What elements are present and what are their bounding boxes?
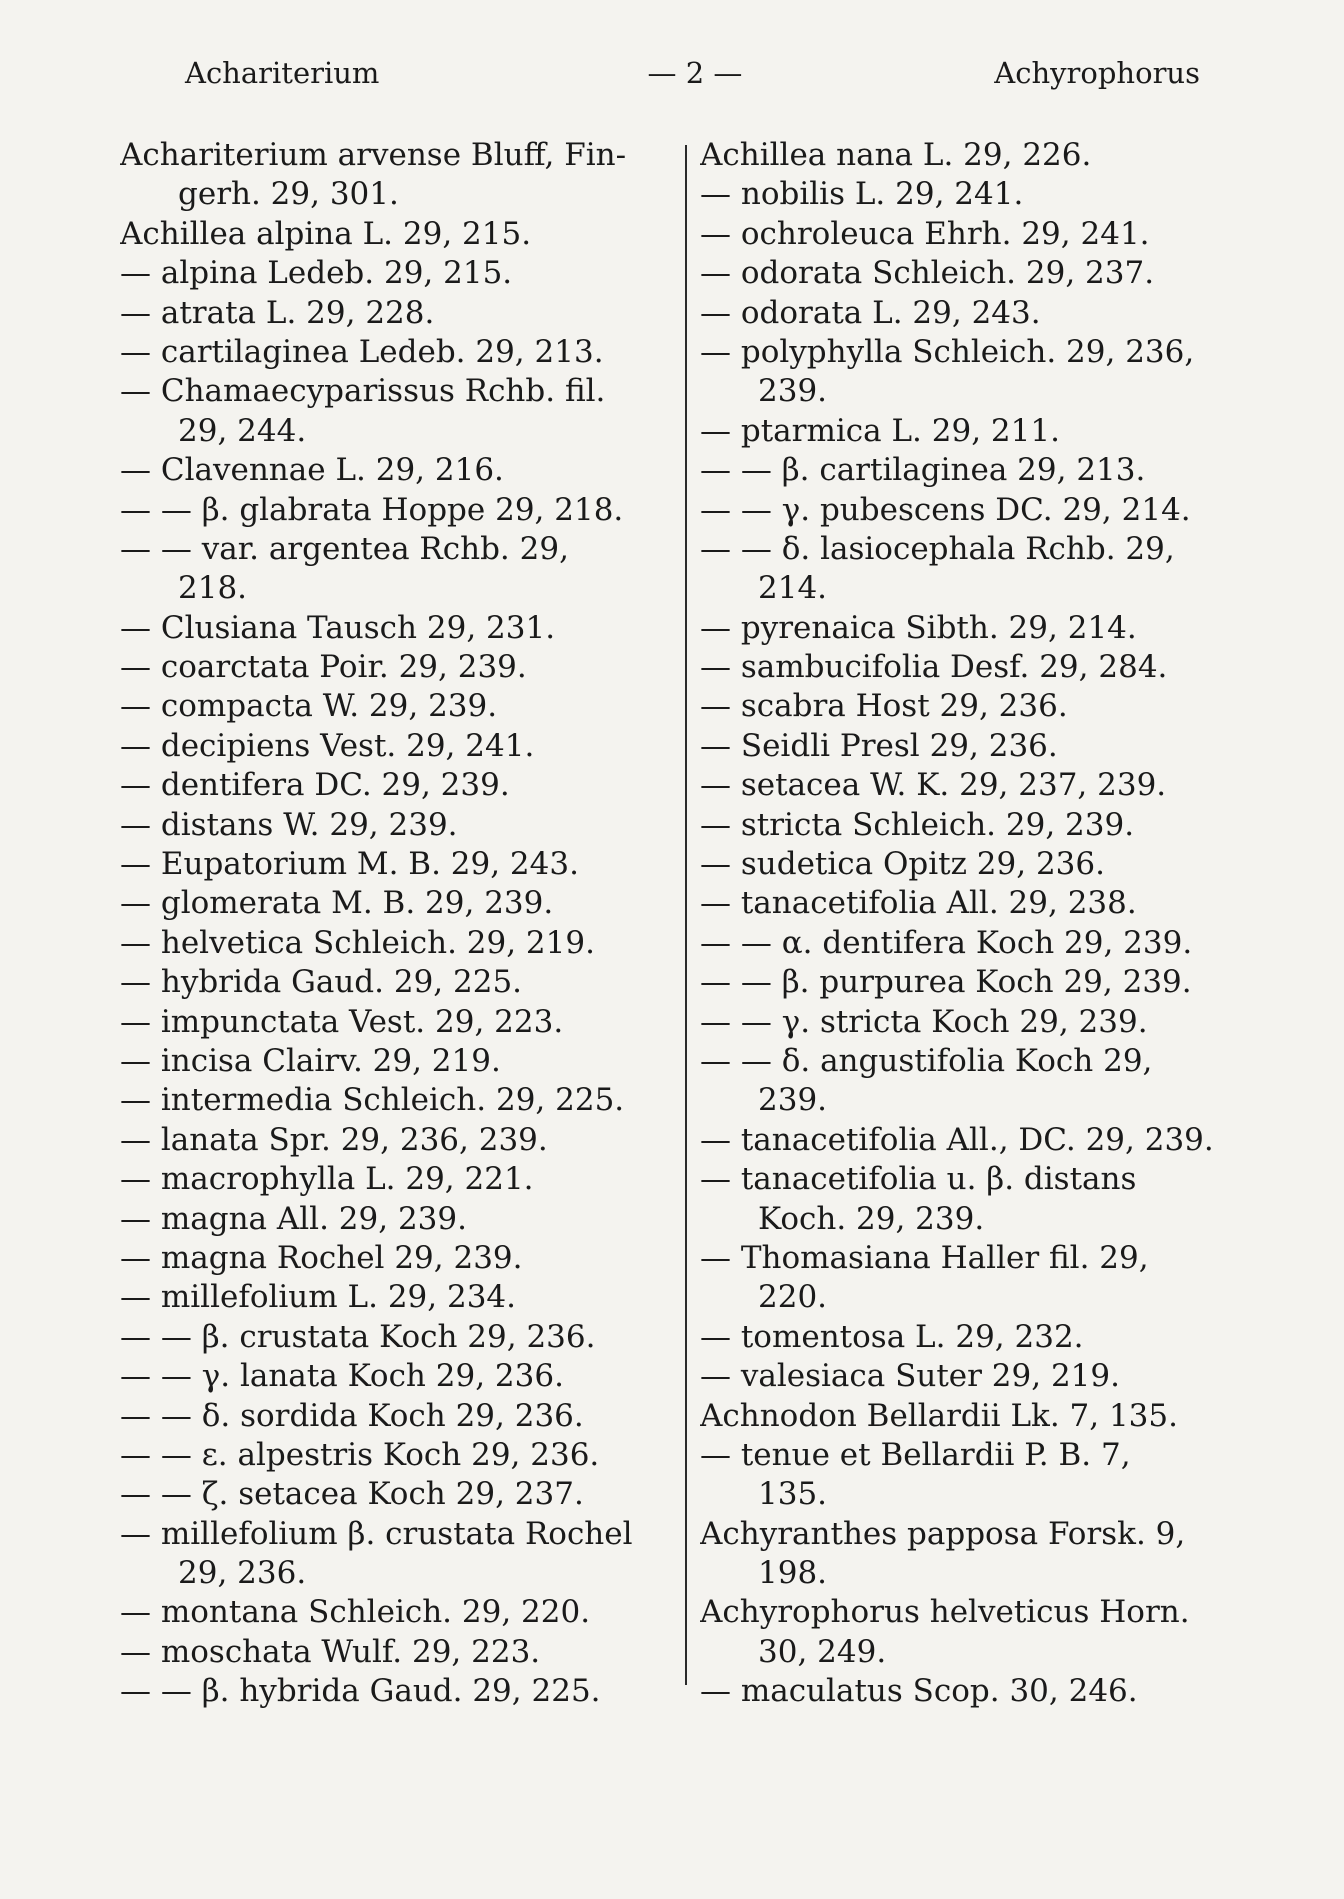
index-entry: — — γ. pubescens DC. 29, 214.: [700, 491, 1191, 528]
column-divider: [685, 145, 687, 1685]
index-entry: — alpina Ledeb. 29, 215.: [120, 255, 513, 292]
index-entry: — — δ. sordida Koch 29, 236.: [120, 1397, 584, 1434]
index-entry: — maculatus Scop. 30, 246.: [700, 1673, 1138, 1710]
index-entry: — compacta W. 29, 239.: [120, 688, 498, 725]
index-entry: — magna All. 29, 239.: [120, 1200, 467, 1237]
index-entry: — tenue et Bellardii P. B. 7,: [700, 1436, 1131, 1473]
index-entry: — — γ. lanata Koch 29, 236.: [120, 1358, 564, 1395]
index-entry: — odorata Schleich. 29, 237.: [700, 255, 1155, 292]
running-head: [185, 56, 1200, 100]
index-entry: — Clusiana Tausch 29, 231.: [120, 609, 556, 646]
index-entry: — millefolium β. crustata Rochel: [120, 1515, 633, 1552]
index-entry-continuation: 220.: [758, 1279, 828, 1316]
index-entry: — lanata Spr. 29, 236, 239.: [120, 1121, 548, 1158]
index-entry: — dentifera DC. 29, 239.: [120, 767, 510, 804]
index-entry: — Thomasiana Haller fil. 29,: [700, 1239, 1149, 1276]
index-entry: — coarctata Poir. 29, 239.: [120, 649, 527, 686]
running-head-right: Achyrophorus: [994, 56, 1200, 90]
index-entry: — scabra Host 29, 236.: [700, 688, 1068, 725]
index-entry: — hybrida Gaud. 29, 225.: [120, 964, 523, 1001]
index-entry-continuation: Koch. 29, 239.: [758, 1200, 985, 1237]
index-entry: — — δ. lasiocephala Rchb. 29,: [700, 530, 1175, 567]
index-entry: — — β. hybrida Gaud. 29, 225.: [120, 1673, 601, 1710]
index-entry-continuation: 29, 236.: [178, 1555, 307, 1592]
index-entry: — montana Schleich. 29, 220.: [120, 1594, 591, 1631]
index-column-right: [700, 136, 1280, 1712]
index-entry: — Clavennae L. 29, 216.: [120, 452, 504, 489]
index-entry: Achariterium arvense Bluff, Fin-: [120, 137, 627, 173]
index-entry: — intermedia Schleich. 29, 225.: [120, 1082, 625, 1119]
index-entry: — moschata Wulf. 29, 223.: [120, 1633, 541, 1670]
index-entry: — sudetica Opitz 29, 236.: [700, 846, 1105, 883]
index-entry-continuation: 214.: [758, 570, 828, 607]
index-entry: — Seidli Presl 29, 236.: [700, 727, 1058, 764]
index-entry: — incisa Clairv. 29, 219.: [120, 1042, 501, 1079]
running-head-left: Achariterium: [185, 56, 380, 90]
index-entry: — tanacetifolia u. β. distans: [700, 1161, 1137, 1198]
index-entry: — — γ. stricta Koch 29, 239.: [700, 1003, 1148, 1040]
index-entry: — — ε. alpestris Koch 29, 236.: [120, 1436, 600, 1473]
index-entry: — — β. glabrata Hoppe 29, 218.: [120, 491, 624, 528]
index-entry: Achyranthes papposa Forsk. 9,: [700, 1515, 1186, 1552]
index-entry: — decipiens Vest. 29, 241.: [120, 727, 535, 764]
index-entry: — — α. dentifera Koch 29, 239.: [700, 924, 1193, 961]
index-entry: — sambucifolia Desf. 29, 284.: [700, 649, 1168, 686]
index-entry: — — var. argentea Rchb. 29,: [120, 530, 569, 567]
page-number: — 2 —: [647, 56, 743, 90]
index-entry-continuation: gerh. 29, 301.: [178, 176, 399, 213]
index-entry: — — ζ. setacea Koch 29, 237.: [120, 1476, 584, 1513]
index-entry: — distans W. 29, 239.: [120, 806, 458, 843]
index-entry: — Eupatorium M. B. 29, 243.: [120, 846, 579, 883]
index-entry-continuation: 198.: [758, 1555, 828, 1592]
index-entry-continuation: 30, 249.: [758, 1633, 887, 1670]
index-entry: — — β. purpurea Koch 29, 239.: [700, 964, 1192, 1001]
index-entry: — tomentosa L. 29, 232.: [700, 1318, 1084, 1355]
index-entry: — helvetica Schleich. 29, 219.: [120, 924, 595, 961]
index-entry: — nobilis L. 29, 241.: [700, 176, 1024, 213]
index-entry: — — β. cartilaginea 29, 213.: [700, 452, 1146, 489]
index-entry: — valesiaca Suter 29, 219.: [700, 1358, 1120, 1395]
index-entry: — tanacetifolia All., DC. 29, 239.: [700, 1121, 1214, 1158]
index-entry: — millefolium L. 29, 234.: [120, 1279, 516, 1316]
index-entry: Achillea nana L. 29, 226.: [700, 137, 1092, 173]
index-entry: — odorata L. 29, 243.: [700, 294, 1041, 331]
index-entry: — glomerata M. B. 29, 239.: [120, 885, 554, 922]
index-entry: — setacea W. K. 29, 237, 239.: [700, 767, 1167, 804]
index-entry: — — β. crustata Koch 29, 236.: [120, 1318, 596, 1355]
index-entry-continuation: 239.: [758, 1082, 828, 1119]
index-entry: Achillea alpina L. 29, 215.: [120, 215, 532, 252]
index-entry-continuation: 218.: [178, 570, 248, 607]
index-entry: — stricta Schleich. 29, 239.: [700, 806, 1135, 843]
index-entry: — ptarmica L. 29, 211.: [700, 412, 1060, 449]
index-entry: — tanacetifolia All. 29, 238.: [700, 885, 1137, 922]
index-entry: Achyrophorus helveticus Horn.: [700, 1594, 1190, 1631]
index-entry: — impunctata Vest. 29, 223.: [120, 1003, 564, 1040]
index-entry: — ochroleuca Ehrh. 29, 241.: [700, 215, 1150, 252]
index-entry-continuation: 135.: [758, 1476, 828, 1513]
index-entry: — magna Rochel 29, 239.: [120, 1239, 523, 1276]
index-column-left: [120, 136, 685, 1712]
index-entry-continuation: 239.: [758, 373, 828, 410]
index-entry-continuation: 29, 244.: [178, 412, 307, 449]
index-entry: Achnodon Bellardii Lk. 7, 135.: [700, 1397, 1178, 1434]
index-entry: — macrophylla L. 29, 221.: [120, 1161, 534, 1198]
index-entry: — atrata L. 29, 228.: [120, 294, 435, 331]
index-entry: — — δ. angustifolia Koch 29,: [700, 1042, 1153, 1079]
index-entry: — Chamaecyparissus Rchb. fil.: [120, 373, 606, 410]
index-entry: — polyphylla Schleich. 29, 236,: [700, 333, 1195, 370]
index-entry: — cartilaginea Ledeb. 29, 213.: [120, 333, 604, 370]
index-entry: — pyrenaica Sibth. 29, 214.: [700, 609, 1137, 646]
